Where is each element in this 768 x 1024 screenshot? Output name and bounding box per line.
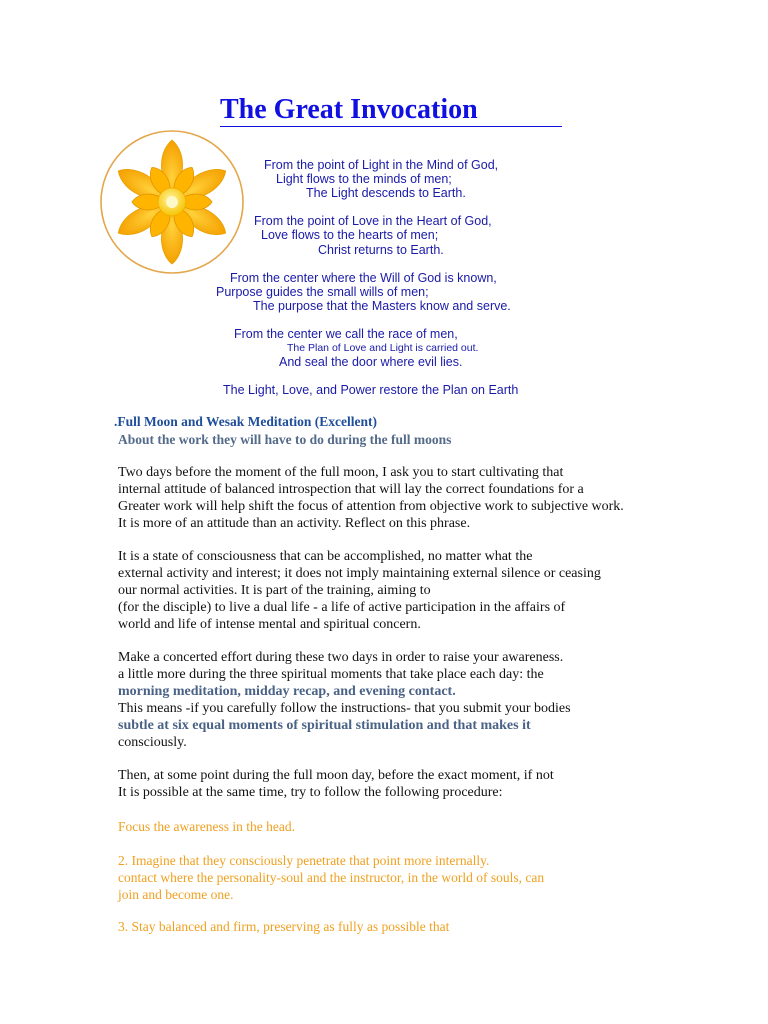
text-line: It is possible at the same time, try to follow the following procedure: xyxy=(118,785,503,800)
text-line: a little more during the three spiritual moments that take place each day: the xyxy=(118,667,544,682)
paragraph-2 xyxy=(118,548,601,633)
invocation-line: From the center where the Will of God is known, xyxy=(230,271,497,285)
invocation-line: From the center we call the race of men, xyxy=(234,327,458,341)
section-heading xyxy=(114,414,377,430)
step-text: contact where the personality-soul and the instructor, in the world of souls, can xyxy=(118,870,545,885)
step-text: 3. Stay balanced and firm, preserving as fully as possible that xyxy=(118,919,450,934)
text-line: Then, at some point during the full moon day, before the exact moment, if not xyxy=(118,768,554,783)
text-line: It is a state of consciousness that can be accomplished, no matter what the xyxy=(118,549,533,564)
title-underline xyxy=(220,126,562,127)
step-text: 2. Imagine that they consciously penetrate that point more internally. xyxy=(118,853,490,868)
invocation-line: From the point of Light in the Mind of God, xyxy=(264,158,499,172)
text-line: Two days before the moment of the full moon, I ask you to start cultivating that xyxy=(118,465,564,480)
invocation-line: The purpose that the Masters know and serve. xyxy=(253,299,511,313)
invocation-line: Purpose guides the small wills of men; xyxy=(216,285,429,299)
invocation-line: Love flows to the hearts of men; xyxy=(261,228,439,242)
heading-text: Full Moon and Wesak Meditation (Excellent) xyxy=(117,414,378,429)
invocation-line: Light flows to the minds of men; xyxy=(276,172,452,186)
step-text: Focus the awareness in the head. xyxy=(118,819,295,834)
section-subheading: About the work they will have to do during the full moons xyxy=(118,432,452,447)
text-line: Make a concerted effort during these two days in order to raise your awareness. xyxy=(118,650,564,665)
text-line: Greater work will help shift the focus of attention from objective work to subjective work. xyxy=(118,499,624,514)
text-line: internal attitude of balanced introspection that will lay the correct foundations for a xyxy=(118,482,584,497)
heading-prefix: . xyxy=(114,414,118,429)
text-line: This means -if you carefully follow the instructions- that you submit your bodies xyxy=(118,701,571,716)
paragraph-3 xyxy=(118,649,571,751)
text-line: our normal activities. It is part of the training, aiming to xyxy=(118,583,431,598)
text-line: world and life of intense mental and spiritual concern. xyxy=(118,617,421,632)
text-line: It is more of an attitude than an activity. Reflect on this phrase. xyxy=(118,516,471,531)
invocation-line: And seal the door where evil lies. xyxy=(279,355,463,369)
text-line: (for the disciple) to live a dual life - a life of active participation in the affairs of xyxy=(118,600,566,615)
emphasis-line: morning meditation, midday recap, and evening contact. xyxy=(118,684,456,699)
emphasis-line: subtle at six equal moments of spiritual stimulation and that makes it xyxy=(118,718,531,733)
invocation-line: Christ returns to Earth. xyxy=(318,243,444,257)
invocation-closing: The Light, Love, and Power restore the Plan on Earth xyxy=(223,383,519,397)
text-line: consciously. xyxy=(118,735,187,750)
flower-icon xyxy=(98,128,246,276)
step-text: join and become one. xyxy=(118,887,234,902)
invocation-line: The Plan of Love and Light is carried out. xyxy=(287,342,479,354)
page-title: The Great Invocation xyxy=(220,94,478,125)
step-2 xyxy=(118,852,544,903)
text-line: external activity and interest; it does not imply maintaining external silence or ceasing xyxy=(118,566,601,581)
paragraph-4 xyxy=(118,767,554,801)
invocation-line: The Light descends to Earth. xyxy=(306,186,466,200)
step-1 xyxy=(118,818,295,835)
paragraph-1 xyxy=(118,464,624,532)
step-3 xyxy=(118,918,449,935)
invocation-line: From the point of Love in the Heart of God, xyxy=(254,214,492,228)
